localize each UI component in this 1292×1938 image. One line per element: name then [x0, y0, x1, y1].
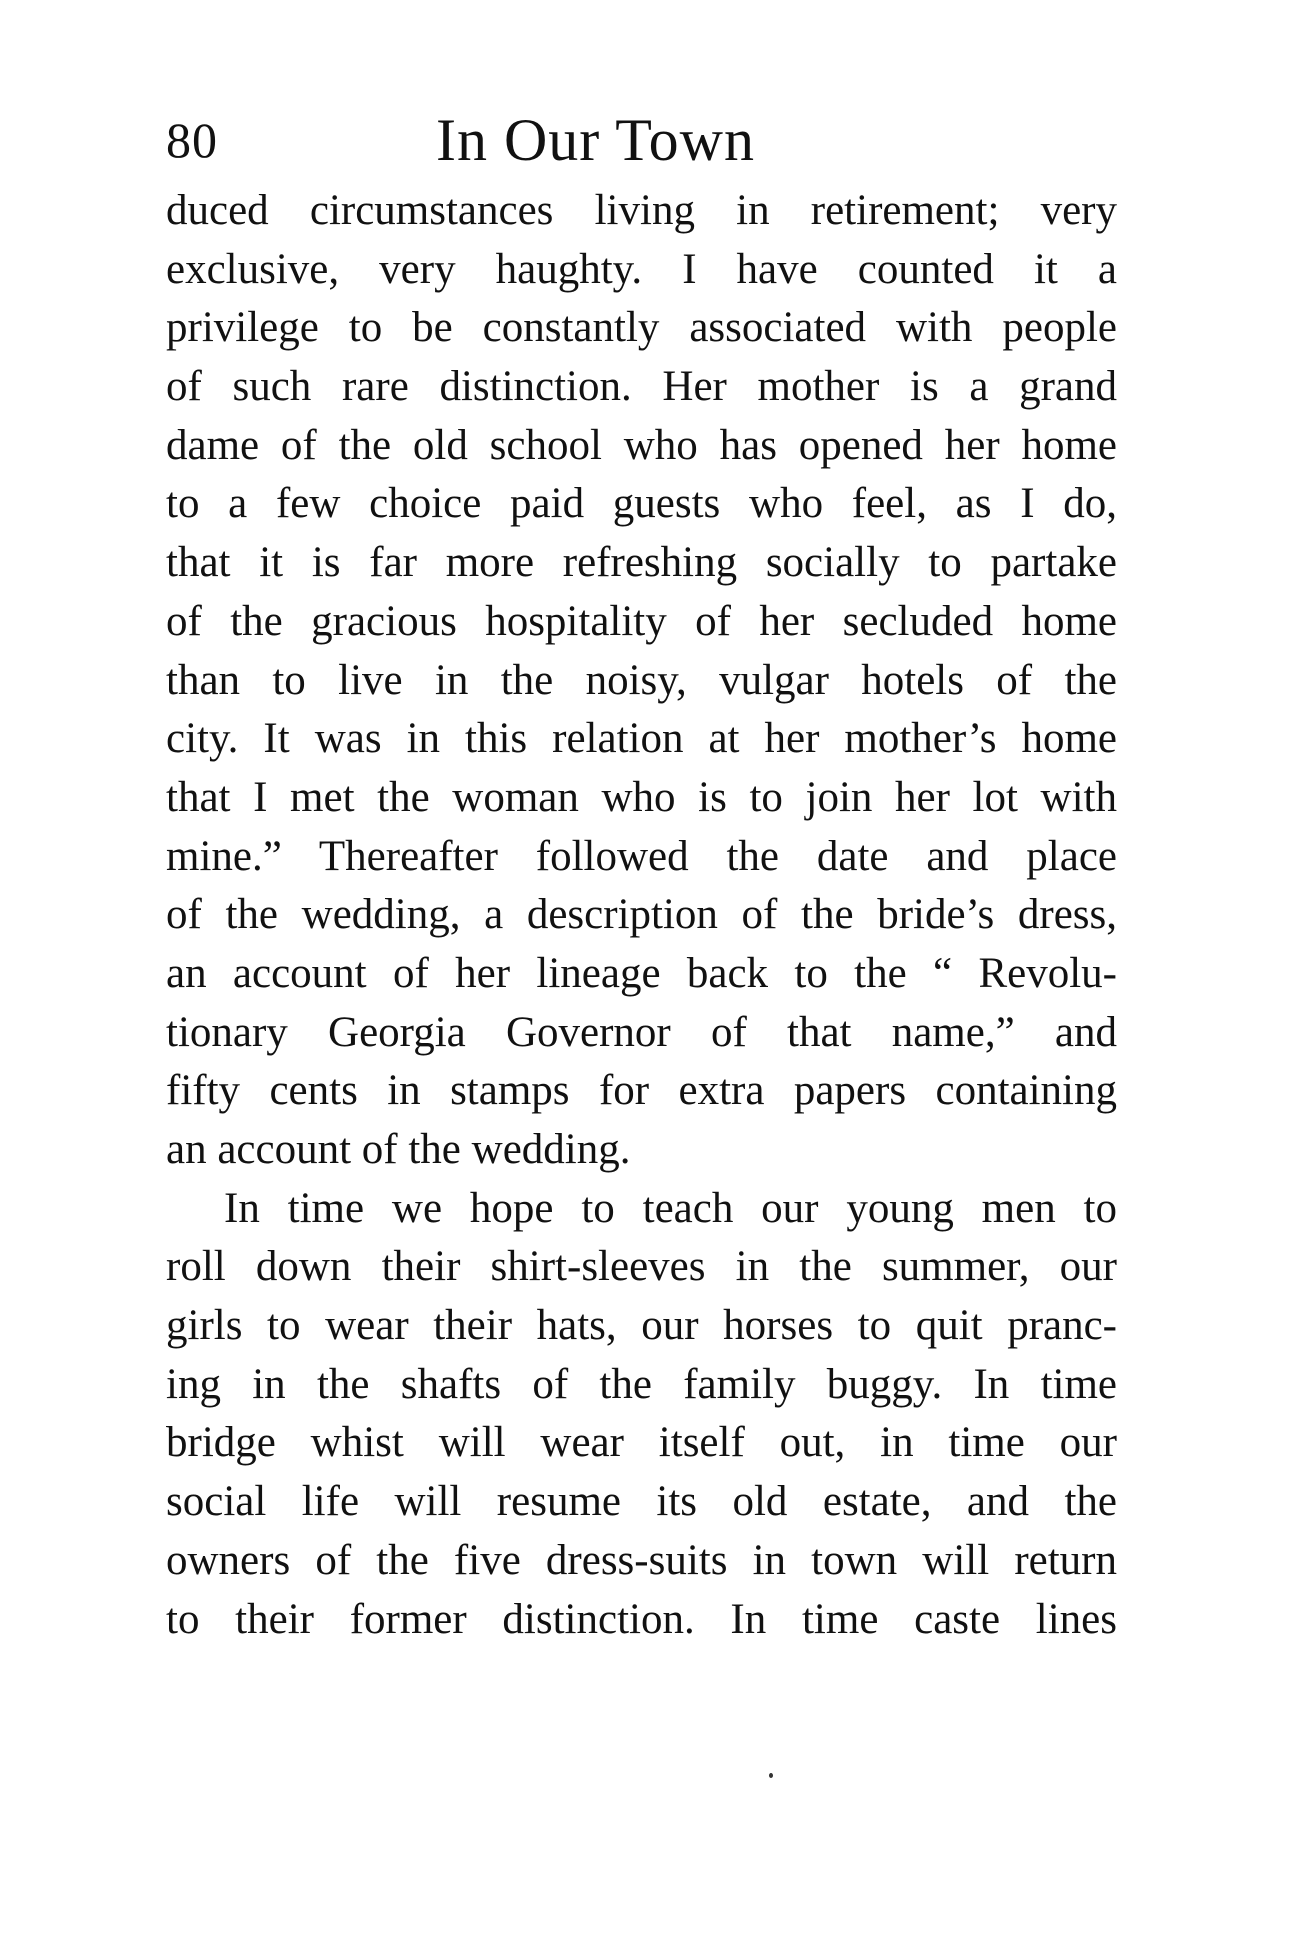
text-line: of the gracious hospitality of her secluded home [166, 597, 1117, 645]
paragraph [166, 182, 1117, 1180]
ink-speck [769, 1773, 773, 1778]
text-line: of such rare distinction. Her mother is a grand [166, 363, 1117, 411]
text-line: than to live in the noisy, vulgar hotels of the [166, 656, 1117, 704]
text-line: city. It was in this relation at her mother’s home [166, 715, 1117, 763]
running-head [166, 100, 1126, 180]
paragraph [166, 1180, 1117, 1650]
text-line: owners of the five dress-suits in town will return [166, 1536, 1117, 1584]
text-line: exclusive, very haughty. I have counted it a [166, 245, 1117, 293]
body-text [166, 182, 1117, 1649]
running-title: In Our Town [436, 107, 755, 173]
text-line: ing in the shafts of the family buggy. In time [166, 1360, 1117, 1408]
text-line: bridge whist will wear itself out, in time our [166, 1419, 1117, 1467]
text-line: to their former distinction. In time caste lines [166, 1595, 1117, 1643]
text-line: that it is far more refreshing socially to partake [166, 539, 1117, 587]
text-line: social life will resume its old estate, and the [166, 1478, 1117, 1526]
page-number: 80 [166, 112, 218, 168]
text-line: to a few choice paid guests who feel, as I do, [166, 480, 1117, 528]
text-line: an account of the wedding. [166, 1126, 631, 1173]
text-line: fifty cents in stamps for extra papers containing [166, 1067, 1117, 1115]
text-line: roll down their shirt-sleeves in the summer, our [166, 1243, 1117, 1291]
text-line: duced circumstances living in retirement; very [166, 187, 1117, 234]
text-line: girls to wear their hats, our horses to quit pranc- [166, 1302, 1117, 1350]
text-line: privilege to be constantly associated with people [166, 304, 1117, 352]
text-line: tionary Georgia Governor of that name,” and [166, 1008, 1117, 1056]
text-line: dame of the old school who has opened her home [166, 421, 1117, 469]
text-line: mine.” Thereafter followed the date and place [166, 832, 1117, 880]
text-line: of the wedding, a description of the bride’s dress, [166, 891, 1117, 939]
text-line: In time we hope to teach our young men to [224, 1184, 1117, 1232]
text-line: an account of her lineage back to the “ Revolu- [166, 949, 1117, 997]
text-line: that I met the woman who is to join her lot with [166, 773, 1117, 821]
